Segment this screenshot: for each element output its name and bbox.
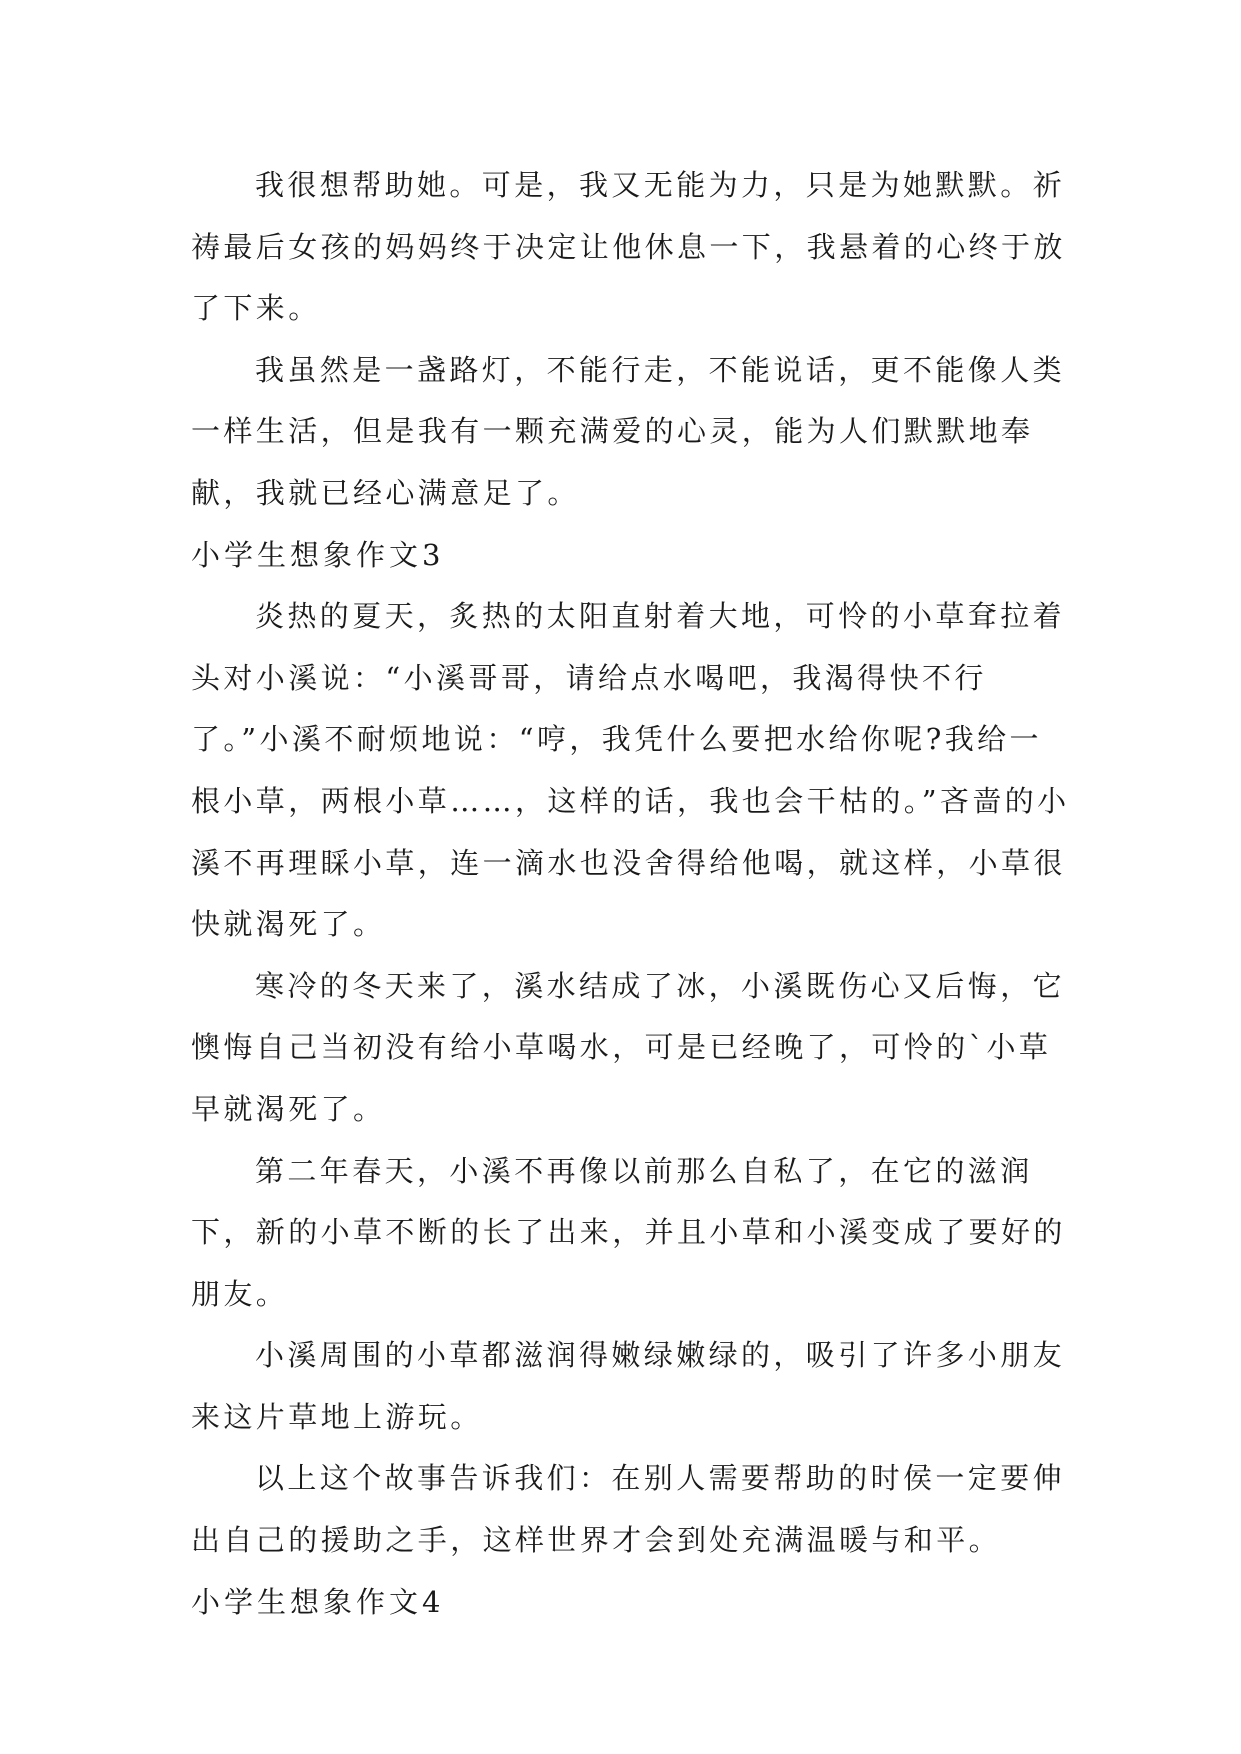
paragraph-winter: 寒冷的冬天来了，溪水结成了冰，小溪既伤心又后悔，它懊悔自己当初没有给小草喝水，可是已经晚了，可怜的`小草早就渴死了。	[191, 968, 1066, 1126]
paragraph-moral: 以上这个故事告诉我们：在别人需要帮助的时侯一定要伸出自己的援助之手，这样世界才会到处充满温暖与和平。	[191, 1461, 1066, 1558]
paragraph-spring: 第二年春天，小溪不再像以前那么自私了，在它的滋润下，新的小草不断的长了出来，并且小草和小溪变成了要好的朋友。	[191, 1153, 1066, 1311]
paragraph-summer: 炎热的夏天，炙热的太阳直射着大地，可怜的小草耷拉着头对小溪说：“小溪哥哥，请给点水喝吧，我渴得快不行了。”小溪不耐烦地说：“哼，我凭什么要把水给你呢?我给一根小草，两根小草……，这样的话，我也会干枯的。”吝啬的小溪不再理睬小草，连一滴水也没舍得给他喝，就这样，小草很快就渴死了。	[191, 599, 1070, 942]
paragraph-pray: 我很想帮助她。可是，我又无能为力，只是为她默默。祈祷最后女孩的妈妈终于决定让他休息一下，我悬着的心终于放了下来。	[191, 168, 1066, 326]
document-body	[191, 155, 1071, 1633]
paragraph-friends: 小溪周围的小草都滋润得嫩绿嫩绿的，吸引了许多小朋友来这片草地上游玩。	[191, 1338, 1066, 1434]
paragraph-streetlamp: 我虽然是一盏路灯，不能行走，不能说话，更不能像人类一样生活，但是我有一颗充满爱的心灵，能为人们默默地奉献，我就已经心满意足了。	[191, 352, 1066, 510]
essay-heading-3: 小学生想象作文3	[191, 537, 445, 572]
essay-heading-4: 小学生想象作文4	[191, 1584, 445, 1619]
